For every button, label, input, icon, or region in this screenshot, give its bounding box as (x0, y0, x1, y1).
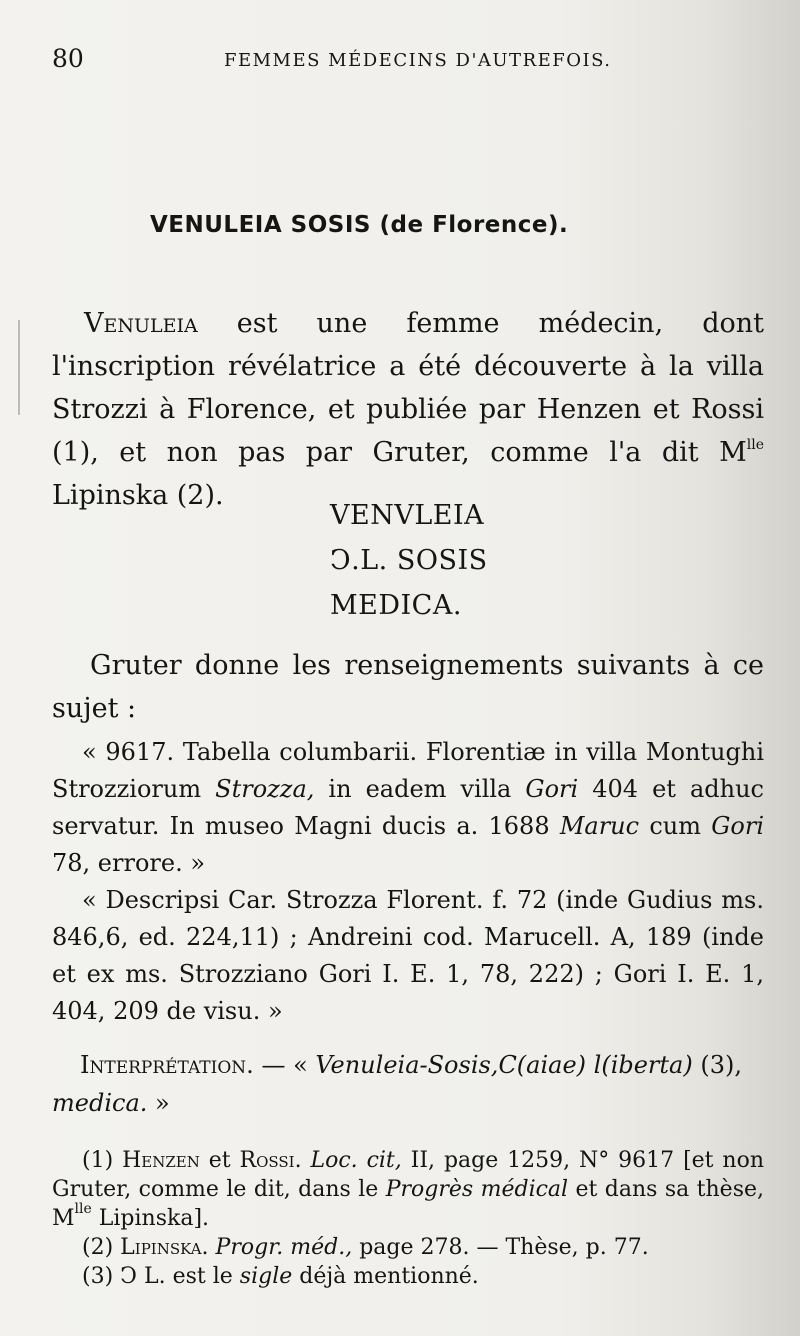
footnote-author: Lipinska. (120, 1235, 209, 1260)
interpretation-italic: medica. (52, 1089, 148, 1117)
section-title: VENULEIA SOSIS (de Florence). (150, 212, 569, 238)
quote-text: « 9617. Tabella columbarii. Florentiæ in villa Montughi Strozziorum (52, 738, 764, 803)
quote-text: in eadem villa (314, 775, 526, 803)
intro-text-a: est une femme médecin, dont l'inscription révélatrice a été découverte à la villa Strozzi à Florence, et publiée par Henzen et Rossi (1), et non pas par Gruter, comme l'a dit M (52, 308, 764, 468)
page-header (52, 44, 752, 84)
running-head: FEMMES MÉDECINS D'AUTREFOIS. (224, 50, 612, 71)
quote-paragraph (52, 734, 764, 882)
superscript: lle (746, 437, 764, 453)
interpretation-italic: Venuleia-Sosis,C(aiae) l(iberta) (315, 1051, 693, 1079)
footnote-text (209, 1235, 216, 1260)
footnotes (52, 1146, 764, 1291)
footnote-text: II, page 1259, N° 9617 [et non Gruter, comme le dit, dans le (52, 1148, 765, 1202)
quote-paragraph: « Descripsi Car. Strozza Florent. f. 72 (inde Gudius ms. 846,6, ed. 224,11) ; Andreini cod. Marucell. A, 189 (inde et ex ms. Strozziano Gori I. E. 1, 78, 222) ; Gori I. E. 1, 404, 209 de visu. » (52, 886, 764, 1025)
footnote-text: Lipinska]. (91, 1206, 210, 1231)
gruter-paragraph: Gruter donne les renseignements suivants à ce sujet : (52, 650, 764, 724)
superscript: lle (74, 1201, 92, 1217)
footnote-author: Rossi. (239, 1148, 302, 1173)
interpretation-dash: — « (253, 1051, 316, 1079)
quote-text: 78, errore. » (52, 849, 206, 877)
quote-italic: Maruc (559, 812, 640, 840)
inscription-block (330, 493, 630, 628)
footnote-text: page 278. — Thèse, p. 77. (352, 1235, 649, 1260)
footnote-text: Ↄ L. est le (120, 1264, 240, 1289)
inscription-line: MEDICA. (330, 590, 462, 621)
inscription-line: Ↄ.L. SOSIS (330, 545, 488, 576)
footnote-3 (52, 1262, 764, 1291)
footnote-author: Henzen (122, 1148, 200, 1173)
footnote-text: et dans sa thèse, M (52, 1177, 764, 1231)
footnote-1 (52, 1146, 764, 1233)
intro-text-b: Lipinska (2). (52, 480, 224, 511)
quote-italic: Strozza, (215, 775, 315, 803)
footnote-text (302, 1148, 311, 1173)
page-number: 80 (52, 44, 84, 73)
interpretation-text: (3), (692, 1051, 742, 1079)
interpretation-label: Interprétation. (80, 1051, 254, 1079)
quote-text: cum (639, 812, 712, 840)
interpretation-paragraph (52, 1046, 764, 1122)
quote-italic: Gori (525, 775, 579, 803)
footnote-text: déjà mentionné. (292, 1264, 479, 1289)
inscription-line: VENVLEIA (330, 500, 485, 531)
footnote-italic: Progr. méd., (215, 1235, 353, 1260)
lead-word: Venuleia (84, 308, 198, 339)
footnote-italic: Loc. cit, (310, 1148, 402, 1173)
footnote-2 (52, 1233, 764, 1262)
footnote-text: et (199, 1148, 240, 1173)
footnote-number: (2) (82, 1235, 121, 1260)
interpretation-text: » (147, 1089, 170, 1117)
quote-italic: Gori (711, 812, 764, 840)
footnote-italic: sigle (239, 1264, 293, 1289)
footnote-number: (3) (82, 1264, 121, 1289)
footnote-number: (1) (82, 1148, 123, 1173)
quote-text: 404 et adhuc servatur. In museo Magni ducis a. 1688 (52, 775, 764, 840)
intro-paragraph (52, 302, 764, 517)
footnote-italic: Progrès médical (385, 1177, 569, 1202)
margin-mark (18, 320, 20, 415)
